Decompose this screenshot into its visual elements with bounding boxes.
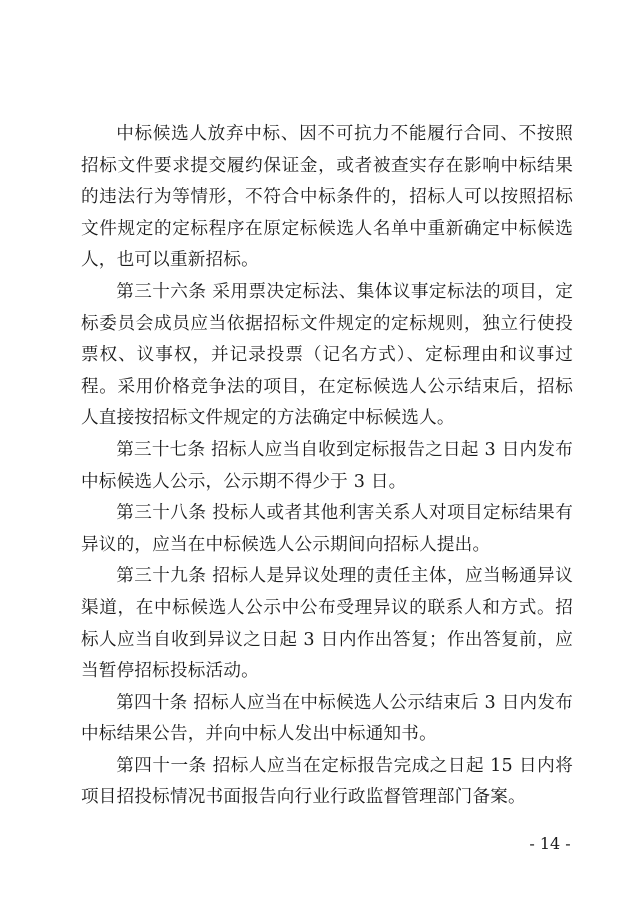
article-37: 第三十七条 招标人应当自收到定标报告之日起 3 日内发布中标候选人公示，公示期不得少于 3 日。 (81, 439, 573, 492)
article-40: 第四十条 招标人应当在中标候选人公示结束后 3 日内发布中标结果公告，并向中标人发出中标通知书。 (81, 692, 573, 745)
article-38: 第三十八条 投标人或者其他利害关系人对项目定标结果有异议的，应当在中标候选人公示期间向招标人提出。 (81, 503, 573, 555)
paragraph: 中标候选人放弃中标、因不可抗力不能履行合同、不按照招标文件要求提交履约保证金，或者被查实存在影响中标结果的违法行为等情形，不符合中标条件的，招标人可以按照招标文件规定的定标程序在原定标候选人名单中重新确定中标候选人，也可以重新招标。 (81, 124, 573, 271)
page-number: - 14 - (529, 834, 571, 853)
article-36: 第三十六条 采用票决定标法、集体议事定标法的项目，定标委员会成员应当依据招标文件规定的定标规则，独立行使投票权、议事权，并记录投票（记名方式）、定标理由和议事过程。采用价格竞争法的项目，在定标候选人公示结束后，招标人直接按招标文件规定的方法确定中标候选人。 (81, 281, 573, 429)
article-41: 第四十一条 招标人应当在定标报告完成之日起 15 日内将项目招投标情况书面报告向行业行政监督管理部门备案。 (81, 755, 573, 808)
document-body (81, 119, 573, 814)
article-39: 第三十九条 招标人是异议处理的责任主体，应当畅通异议渠道，在中标候选人公示中公布受理异议的联系人和方式。招标人应当自收到异议之日起 3 日内作出答复；作出答复前，应当暂停招标投标活动。 (81, 566, 573, 682)
